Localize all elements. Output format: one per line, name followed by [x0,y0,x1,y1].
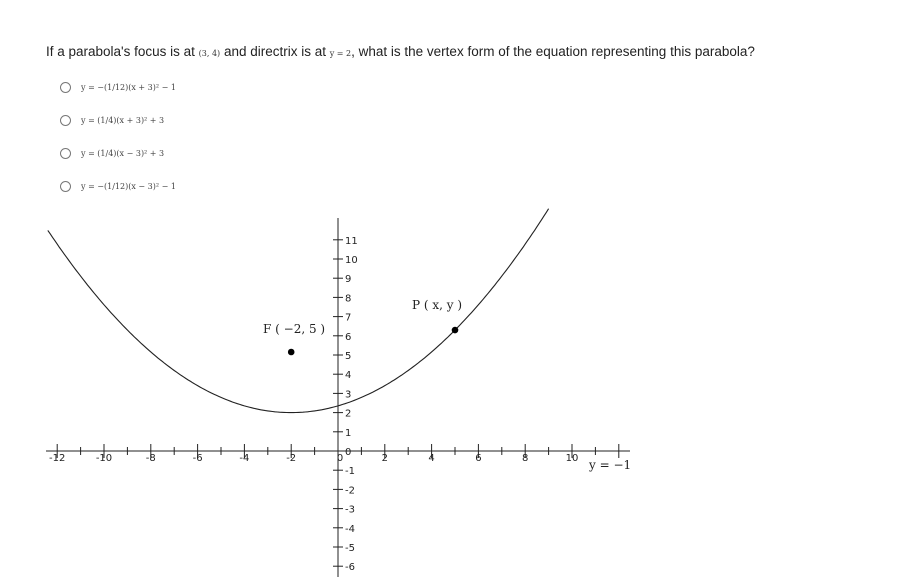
y-tick-label: 3 [345,389,352,401]
y-tick-label: -4 [345,523,355,535]
y-tick-label: -1 [345,466,355,478]
x-tick-label: -4 [239,453,250,464]
y-tick-label: -2 [345,485,355,497]
option-label: y = −(1/12)(x + 3)² − 1 [81,82,176,92]
focus-point [288,349,295,356]
x-tick-label: -2 [286,453,297,464]
y-tick-label: 0 [345,447,352,458]
point-p-label: P ( x, y ) [412,298,463,312]
y-tick-label: 11 [345,235,358,247]
focus-math: (3, 4) [198,49,221,58]
question-part: , what is the vertex form of the equation representing this parabola? [351,44,755,59]
option-label: y = (1/4)(x + 3)² + 3 [81,115,165,125]
directrix-label: y = −1 [589,458,632,472]
question-part: If a parabola's focus is at [46,44,199,59]
x-tick-label: -12 [49,453,66,464]
x-tick-label: 6 [475,453,482,464]
parabola-curve [48,209,549,413]
y-tick-label: -5 [345,543,355,554]
y-tick-label: 2 [345,408,352,420]
question-part: and directrix is at [220,44,330,59]
x-tick-label: -6 [192,453,203,464]
x-tick-label: 2 [381,453,388,464]
y-tick-label: 6 [345,331,352,343]
y-axis [333,218,358,577]
x-tick-label: -8 [145,453,156,464]
x-tick-label: 4 [428,453,435,464]
y-tick-label: 5 [345,351,352,362]
option-label: y = −(1/12)(x − 3)² − 1 [81,181,176,191]
focus-label: F ( −2, 5 ) [263,322,326,336]
directrix-math: y = 2 [329,49,352,58]
y-tick-label: 7 [345,312,352,324]
point-p [452,327,459,334]
x-tick-label: 8 [522,453,529,464]
x-tick-label: -10 [95,453,113,464]
y-tick-label: 8 [345,293,352,305]
x-tick-label: 0 [336,453,344,464]
option-label: y = (1/4)(x − 3)² + 3 [81,148,165,158]
y-tick-label: 1 [345,427,352,439]
y-tick-label: 10 [345,255,358,266]
y-tick-label: 4 [345,370,352,382]
y-tick-label: 9 [345,274,352,286]
x-tick-label: 10 [565,453,579,464]
y-tick-label: -3 [345,504,355,516]
y-tick-label: -6 [345,562,355,574]
